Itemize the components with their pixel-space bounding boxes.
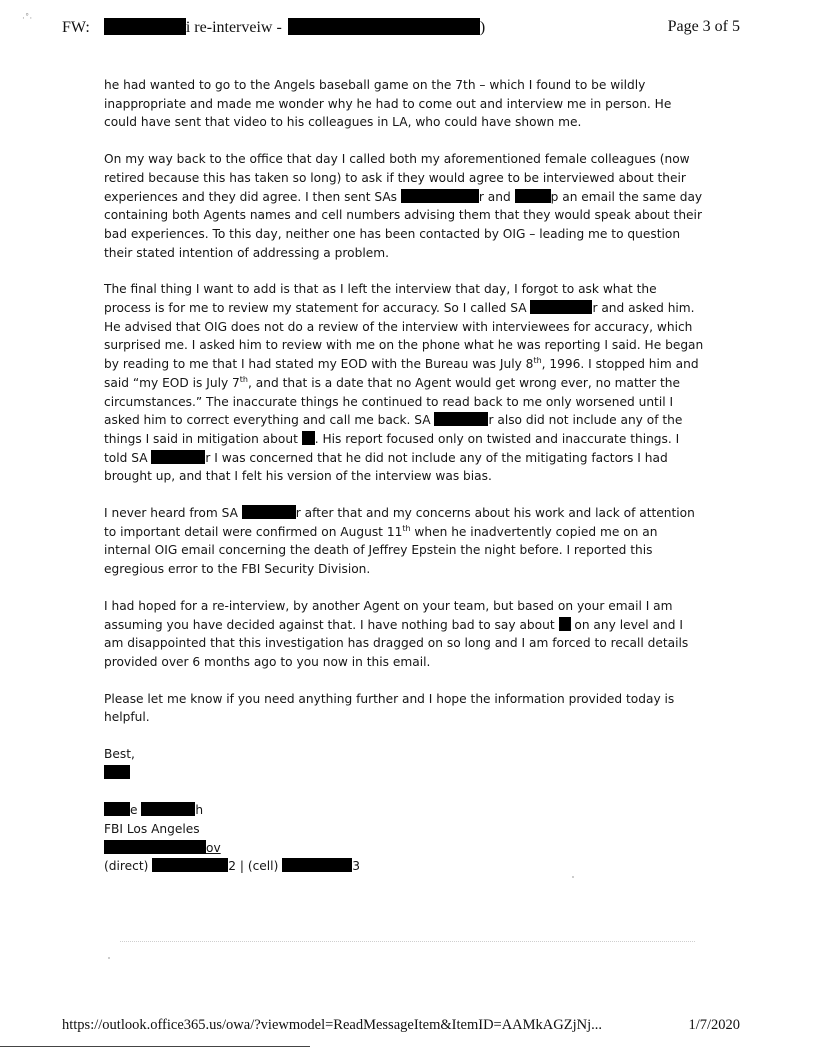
text-run: 3 bbox=[352, 859, 360, 874]
print-footer bbox=[62, 1017, 740, 1037]
print-header bbox=[62, 16, 740, 40]
redaction-block bbox=[104, 765, 130, 779]
redaction-block bbox=[559, 617, 571, 631]
redaction-block bbox=[242, 505, 296, 519]
paragraph-4 bbox=[104, 504, 704, 579]
text-run: The final thing I want to add is that as I left the interview that day, I forgot to ask what the process is for me to review my statement for accuracy. So I called SA bbox=[104, 282, 657, 316]
scan-speck bbox=[108, 957, 110, 959]
header-subject bbox=[62, 18, 485, 37]
superscript: th bbox=[402, 523, 411, 533]
redaction-block bbox=[282, 858, 352, 872]
scan-speck: ·˚· bbox=[22, 14, 33, 24]
text-run: on any level and I am disappointed that this investigation has dragged on so long and I am forced to recall details provided over 6 months ago to you now in this email. bbox=[104, 617, 689, 669]
redaction-block bbox=[141, 802, 195, 816]
redaction-block bbox=[302, 431, 315, 445]
footer-url: https://outlook.office365.us/owa/?viewmodel=ReadMessageItem&ItemID=AAMkAGZjNj... bbox=[62, 1017, 603, 1033]
text-run: On my way back to the office that day I called both my aforementioned female colleagues (now retired because this has taken so long) to ask if they would agree to be interviewed about their experiences and they did agree. I then sent SAs bbox=[104, 152, 690, 204]
text-run: , and that is a date that no Agent would get wrong ever, no matter the circumstances.” The inaccurate things he continued to read back to me only worsened until I asked him to correct everything and call me back. SA bbox=[104, 375, 680, 428]
redaction-block bbox=[530, 300, 592, 314]
signature-closing: Best, bbox=[104, 747, 135, 762]
redaction-block bbox=[152, 858, 228, 872]
text-run: r and bbox=[478, 189, 515, 204]
text-run: h bbox=[195, 803, 204, 818]
paragraph-6: Please let me know if you need anything further and I hope the information provided today is helpful. bbox=[104, 691, 675, 725]
signature-block bbox=[104, 745, 704, 876]
text-run: 2 | (cell) bbox=[228, 859, 279, 874]
paragraph-2 bbox=[104, 150, 704, 262]
text-run: I never heard from SA bbox=[104, 506, 242, 521]
signature-redacted-initial bbox=[104, 764, 704, 783]
bottom-edge-line bbox=[0, 1046, 310, 1047]
paragraph-1: he had wanted to go to the Angels baseball game on the 7th – which I found to be wildly inappropriate and made me wonder why he had to come out and interview me in person. He could have sent that video to his colleagues in LA, who could have shown me. bbox=[104, 78, 672, 130]
redaction-block bbox=[515, 189, 551, 203]
redaction-block bbox=[104, 840, 206, 854]
footer-date: 1/7/2020 bbox=[688, 1017, 740, 1033]
text-run: p an email the same day containing both Agents names and cell numbers advising them that they would speak about their bad experiences. To this day, neither one has been contacted by OIG – leading me to question their stated intention of addressing a problem. bbox=[104, 189, 703, 260]
faint-divider bbox=[120, 941, 695, 942]
text-run: (direct) bbox=[104, 859, 149, 874]
text-run: r after that and my concerns about his work and lack of attention to important detail were confirmed on August 11 bbox=[104, 506, 695, 539]
superscript: th bbox=[533, 356, 542, 366]
text-run: ov bbox=[206, 840, 221, 855]
signature-email bbox=[104, 839, 704, 858]
text-run: , 1996. I stopped him and said “my EOD is July 7 bbox=[104, 357, 699, 390]
redaction-block bbox=[104, 802, 130, 816]
header-close-paren: ) bbox=[479, 19, 486, 36]
text-run: r I was concerned that he did not include any of the mitigating factors I had brought up, and that I felt his version of the interview was bias. bbox=[104, 450, 668, 484]
text-run: I had hoped for a re-interview, by another Agent on your team, but based on your email I am assuming you have decided against that. I have nothing bad to say about bbox=[104, 598, 673, 632]
redaction-block bbox=[104, 18, 186, 35]
signature-office: FBI Los Angeles bbox=[104, 821, 200, 836]
redaction-block bbox=[151, 450, 205, 464]
signature-phone bbox=[104, 857, 704, 876]
page-number: Page 3 of 5 bbox=[667, 18, 740, 35]
header-subject-mid: i re-interveiw - bbox=[185, 19, 282, 36]
text-run: when he inadvertently copied me on an internal OIG email concerning the death of Jeffrey Epstein the night before. I reported this egregious error to the FBI Security Division. bbox=[104, 524, 658, 577]
paragraph-3 bbox=[104, 280, 704, 486]
text-run: r also did not include any of the things I said in mitigation about bbox=[104, 413, 683, 446]
text-run: r and asked him. He advised that OIG does not do a review of the interview with interviewees for accuracy, which surprised me. I asked him to review with me on the phone what he was reporting I said. He began by reading to me that I had stated my EOD with the Bureau was July 8 bbox=[104, 301, 704, 372]
redaction-block bbox=[434, 412, 488, 426]
email-body bbox=[104, 76, 704, 876]
redaction-block bbox=[401, 189, 479, 203]
paragraph-5 bbox=[104, 597, 704, 672]
signature-name bbox=[104, 801, 704, 820]
redaction-block bbox=[288, 18, 480, 35]
superscript: th bbox=[239, 374, 249, 384]
scan-speck bbox=[572, 876, 574, 878]
text-run: e bbox=[130, 803, 138, 818]
text-run: . His report focused only on twisted and inaccurate things. I told SA bbox=[104, 431, 680, 465]
header-prefix: FW: bbox=[62, 19, 90, 36]
signature-spacer bbox=[104, 782, 704, 801]
